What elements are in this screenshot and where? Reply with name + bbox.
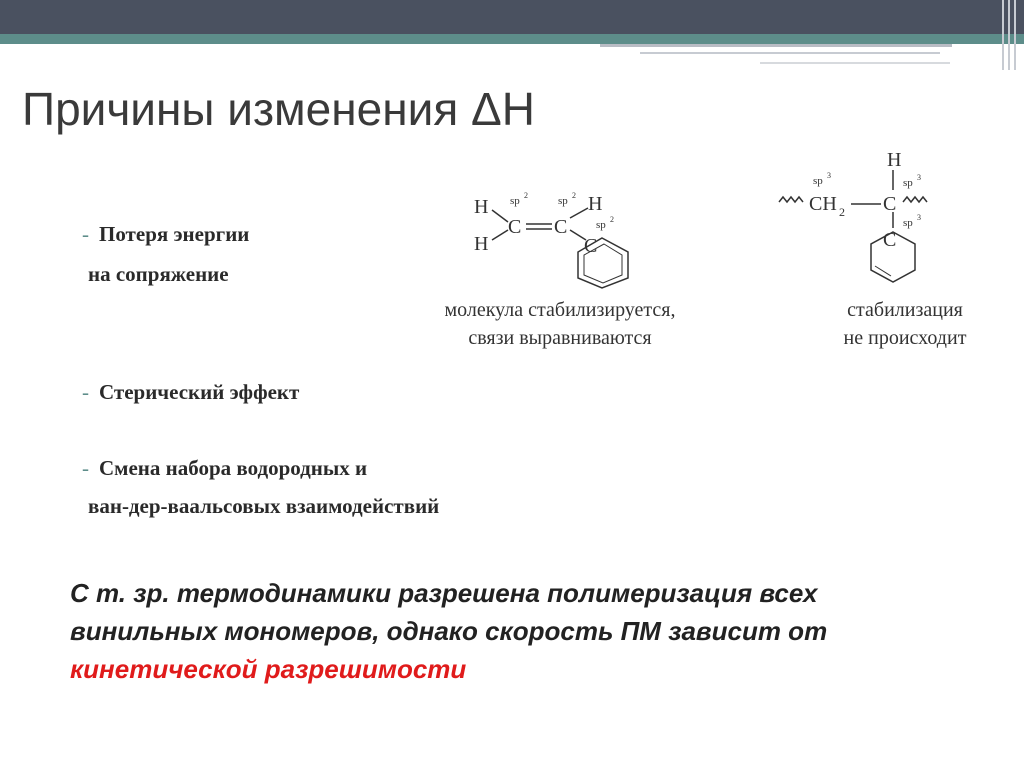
decor-line xyxy=(760,62,950,64)
caption-line: молекула стабилизируется, xyxy=(444,299,676,321)
bullet-line: Смена набора водородных и xyxy=(99,456,368,480)
svg-text:C: C xyxy=(883,193,897,215)
slide-title: Причины изменения ΔН xyxy=(22,83,535,135)
conclusion-text xyxy=(70,574,970,688)
bullet-steric xyxy=(82,380,299,405)
svg-text:2: 2 xyxy=(572,191,576,200)
svg-text:H: H xyxy=(474,196,489,218)
caption-conjugated xyxy=(385,296,735,352)
bullet-line: Потеря энергии xyxy=(99,222,250,246)
svg-text:H: H xyxy=(588,193,603,215)
svg-text:3: 3 xyxy=(917,173,921,182)
bullet-conjugation xyxy=(82,222,249,247)
bullet-line-2: на сопряжение xyxy=(88,262,229,286)
svg-text:2: 2 xyxy=(610,215,614,224)
conclusion-highlight: кинетической разрешимости xyxy=(70,654,467,684)
svg-text:sp: sp xyxy=(510,195,520,207)
bullet-dash: - xyxy=(82,456,89,480)
svg-text:sp: sp xyxy=(558,195,568,207)
svg-text:2: 2 xyxy=(524,191,528,200)
bullet-line-2: ван-дер-ваальсовых взаимодействий xyxy=(88,494,440,518)
bullet-dash: - xyxy=(82,380,89,404)
svg-text:H: H xyxy=(887,149,902,171)
structure-conjugated xyxy=(460,180,660,290)
conclusion-main: С т. зр. термодинамики разрешена полимеризация всех винильных мономеров, однако скорость ПМ зависит от xyxy=(70,578,828,646)
svg-text:3: 3 xyxy=(827,171,831,180)
svg-text:sp: sp xyxy=(903,177,913,189)
decor-line xyxy=(600,44,952,47)
top-bar xyxy=(0,0,1024,34)
svg-text:C: C xyxy=(554,216,568,238)
svg-text:3: 3 xyxy=(917,213,921,222)
caption-line: стабилизация xyxy=(847,299,963,321)
svg-text:C: C xyxy=(883,229,897,251)
svg-text:2: 2 xyxy=(839,205,845,219)
accent-bar xyxy=(0,34,1024,44)
svg-text:sp: sp xyxy=(596,219,606,231)
decor-vertical-lines xyxy=(1000,0,1024,70)
svg-text:H: H xyxy=(474,233,489,255)
bullet-dash: - xyxy=(82,222,89,246)
svg-text:sp: sp xyxy=(903,217,913,229)
structure-saturated xyxy=(775,148,975,288)
caption-saturated xyxy=(800,296,1010,352)
bullet-line: Стерический эффект xyxy=(99,380,300,404)
bullet-hbond xyxy=(82,456,367,481)
svg-text:sp: sp xyxy=(813,175,823,187)
svg-text:C: C xyxy=(584,235,598,257)
caption-line: связи выравниваются xyxy=(468,327,652,349)
svg-text:C: C xyxy=(508,216,522,238)
svg-text:CH: CH xyxy=(809,193,837,215)
decor-line xyxy=(640,52,940,54)
caption-line: не происходит xyxy=(843,327,967,349)
